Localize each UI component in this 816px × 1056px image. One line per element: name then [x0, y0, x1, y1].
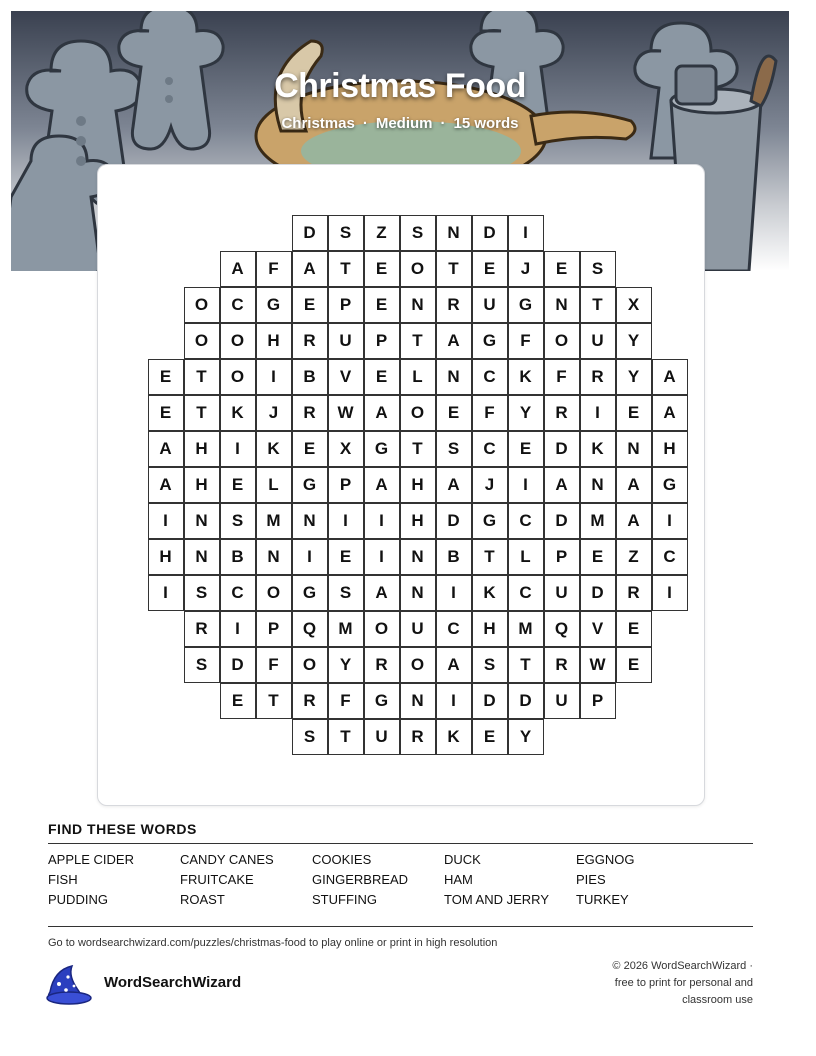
grid-cell: D: [292, 215, 328, 251]
grid-cell: N: [544, 287, 580, 323]
grid-cell: A: [652, 395, 688, 431]
grid-cell: D: [472, 683, 508, 719]
grid-cell: K: [508, 359, 544, 395]
grid-cell: B: [220, 539, 256, 575]
grid-cell: O: [220, 323, 256, 359]
word-list-item: FISH: [48, 872, 78, 887]
word-list-item: FRUITCAKE: [180, 872, 254, 887]
grid-cell: D: [508, 683, 544, 719]
grid-cell: T: [256, 683, 292, 719]
grid-cell: G: [292, 467, 328, 503]
grid-cell: C: [472, 359, 508, 395]
grid-cell: X: [328, 431, 364, 467]
grid-cell: F: [328, 683, 364, 719]
puzzle-title: Christmas Food: [274, 67, 526, 105]
grid-cell: K: [472, 575, 508, 611]
grid-cell: C: [652, 539, 688, 575]
grid-cell: T: [184, 395, 220, 431]
grid-cell: R: [616, 575, 652, 611]
grid-cell: I: [364, 503, 400, 539]
grid-cell: A: [148, 467, 184, 503]
grid-cell: N: [400, 287, 436, 323]
grid-cell: R: [436, 287, 472, 323]
grid-cell: J: [508, 251, 544, 287]
grid-cell: H: [148, 539, 184, 575]
grid-cell: H: [652, 431, 688, 467]
grid-cell: I: [580, 395, 616, 431]
grid-cell: G: [652, 467, 688, 503]
grid-cell: A: [148, 431, 184, 467]
grid-cell: K: [580, 431, 616, 467]
grid-cell: E: [364, 359, 400, 395]
grid-cell: R: [544, 395, 580, 431]
grid-cell: N: [292, 503, 328, 539]
grid-cell: Z: [616, 539, 652, 575]
grid-cell: V: [580, 611, 616, 647]
grid-cell: A: [364, 575, 400, 611]
difficulty-label: Medium: [375, 115, 433, 132]
grid-cell: C: [472, 431, 508, 467]
grid-cell: C: [508, 575, 544, 611]
grid-cell: I: [652, 575, 688, 611]
grid-cell: P: [328, 287, 364, 323]
grid-cell: A: [436, 647, 472, 683]
grid-cell: L: [256, 467, 292, 503]
grid-cell: R: [292, 323, 328, 359]
grid-cell: P: [256, 611, 292, 647]
grid-cell: L: [508, 539, 544, 575]
grid-cell: E: [292, 287, 328, 323]
grid-cell: U: [544, 683, 580, 719]
grid-cell: G: [364, 683, 400, 719]
brand-name: WordSearchWizard: [104, 974, 242, 991]
word-list-item: GINGERBREAD: [312, 872, 409, 887]
grid-cell: U: [580, 323, 616, 359]
grid-cell: Y: [616, 323, 652, 359]
grid-cell: N: [400, 575, 436, 611]
grid-cell: G: [472, 323, 508, 359]
wizard-hat-icon: [44, 962, 94, 1006]
grid-cell: I: [436, 683, 472, 719]
grid-cell: N: [436, 215, 472, 251]
grid-cell: K: [436, 719, 472, 755]
grid-cell: A: [544, 467, 580, 503]
grid-cell: A: [616, 503, 652, 539]
grid-cell: T: [436, 251, 472, 287]
grid-cell: E: [328, 539, 364, 575]
grid-cell: C: [220, 287, 256, 323]
grid-cell: T: [328, 251, 364, 287]
grid-cell: O: [364, 611, 400, 647]
grid-cell: U: [472, 287, 508, 323]
grid-cell: E: [148, 359, 184, 395]
grid-cell: R: [544, 647, 580, 683]
grid-cell: W: [328, 395, 364, 431]
word-list-item: EGGNOG: [576, 852, 635, 867]
grid-cell: E: [364, 287, 400, 323]
grid-cell: A: [364, 467, 400, 503]
grid-cell: I: [256, 359, 292, 395]
grid-cell: T: [400, 431, 436, 467]
copyright-line: © 2026 WordSearchWizard ·: [612, 960, 753, 972]
grid-cell: O: [184, 287, 220, 323]
copyright-text: [583, 958, 753, 1009]
grid-cell: P: [364, 323, 400, 359]
grid-cell: E: [580, 539, 616, 575]
word-list-item: PUDDING: [48, 892, 108, 907]
grid-cell: J: [256, 395, 292, 431]
grid-cell: N: [580, 467, 616, 503]
word-list-item: TOM AND JERRY: [444, 892, 549, 907]
grid-cell: E: [472, 719, 508, 755]
grid-cell: I: [148, 503, 184, 539]
grid-cell: K: [256, 431, 292, 467]
grid-cell: A: [292, 251, 328, 287]
grid-cell: S: [328, 215, 364, 251]
grid-cell: R: [400, 719, 436, 755]
grid-cell: E: [616, 647, 652, 683]
grid-cell: J: [472, 467, 508, 503]
grid-cell: F: [256, 251, 292, 287]
grid-cell: D: [580, 575, 616, 611]
grid-cell: A: [652, 359, 688, 395]
grid-cell: I: [364, 539, 400, 575]
grid-cell: P: [328, 467, 364, 503]
grid-cell: E: [436, 395, 472, 431]
grid-cell: O: [544, 323, 580, 359]
grid-cell: Y: [508, 719, 544, 755]
grid-cell: A: [364, 395, 400, 431]
grid-cell: Y: [328, 647, 364, 683]
grid-cell: V: [328, 359, 364, 395]
grid-cell: E: [508, 431, 544, 467]
grid-cell: H: [184, 467, 220, 503]
grid-cell: A: [436, 467, 472, 503]
word-list-item: TURKEY: [576, 892, 629, 907]
grid-cell: O: [220, 359, 256, 395]
grid-cell: M: [580, 503, 616, 539]
grid-cell: D: [220, 647, 256, 683]
grid-cell: D: [544, 431, 580, 467]
grid-cell: S: [436, 431, 472, 467]
grid-cell: G: [256, 287, 292, 323]
grid-cell: E: [220, 683, 256, 719]
grid-cell: G: [472, 503, 508, 539]
grid-cell: R: [292, 683, 328, 719]
grid-cell: O: [256, 575, 292, 611]
grid-cell: I: [220, 431, 256, 467]
grid-cell: S: [580, 251, 616, 287]
word-list-item: CANDY CANES: [180, 852, 274, 867]
grid-cell: G: [364, 431, 400, 467]
word-list-item: ROAST: [180, 892, 225, 907]
grid-cell: W: [580, 647, 616, 683]
grid-cell: T: [328, 719, 364, 755]
grid-cell: I: [292, 539, 328, 575]
word-list-item: APPLE CIDER: [48, 852, 134, 867]
grid-cell: G: [508, 287, 544, 323]
divider: [48, 843, 753, 844]
grid-cell: A: [616, 467, 652, 503]
grid-cell: C: [436, 611, 472, 647]
grid-cell: S: [472, 647, 508, 683]
grid-cell: E: [616, 611, 652, 647]
grid-cell: S: [184, 575, 220, 611]
word-list-heading: FIND THESE WORDS: [48, 821, 197, 837]
grid-cell: R: [184, 611, 220, 647]
grid-cell: N: [184, 539, 220, 575]
grid-cell: S: [400, 215, 436, 251]
grid-cell: K: [220, 395, 256, 431]
grid-cell: F: [256, 647, 292, 683]
grid-cell: I: [652, 503, 688, 539]
grid-cell: M: [328, 611, 364, 647]
grid-cell: Q: [544, 611, 580, 647]
grid-cell: E: [292, 431, 328, 467]
grid-cell: R: [292, 395, 328, 431]
meta-separator: ·: [440, 115, 446, 132]
category-label: Christmas: [281, 115, 355, 132]
footer-url: Go to wordsearchwizard.com/puzzles/christmas-food to play online or print in high resolution: [48, 937, 498, 949]
word-list-item: DUCK: [444, 852, 481, 867]
grid-cell: A: [436, 323, 472, 359]
grid-cell: N: [400, 683, 436, 719]
word-list-item: HAM: [444, 872, 473, 887]
grid-cell: S: [292, 719, 328, 755]
grid-cell: B: [436, 539, 472, 575]
grid-cell: S: [328, 575, 364, 611]
grid-cell: R: [580, 359, 616, 395]
grid-cell: F: [508, 323, 544, 359]
grid-cell: T: [508, 647, 544, 683]
grid-cell: E: [616, 395, 652, 431]
grid-cell: I: [148, 575, 184, 611]
grid-cell: O: [400, 251, 436, 287]
word-list-item: COOKIES: [312, 852, 372, 867]
grid-cell: F: [472, 395, 508, 431]
grid-cell: O: [184, 323, 220, 359]
grid-cell: T: [184, 359, 220, 395]
grid-cell: Z: [364, 215, 400, 251]
grid-cell: T: [580, 287, 616, 323]
grid-cell: O: [292, 647, 328, 683]
grid-cell: H: [400, 467, 436, 503]
grid-cell: G: [292, 575, 328, 611]
meta-separator: ·: [362, 115, 368, 132]
word-list-item: PIES: [576, 872, 606, 887]
grid-cell: O: [400, 395, 436, 431]
grid-cell: D: [436, 503, 472, 539]
grid-cell: O: [400, 647, 436, 683]
grid-cell: E: [544, 251, 580, 287]
grid-cell: E: [148, 395, 184, 431]
grid-cell: I: [436, 575, 472, 611]
grid-cell: U: [544, 575, 580, 611]
grid-cell: B: [292, 359, 328, 395]
grid-cell: I: [220, 611, 256, 647]
grid-cell: H: [400, 503, 436, 539]
grid-cell: N: [256, 539, 292, 575]
copyright-line: free to print for personal and: [614, 977, 753, 989]
grid-cell: A: [220, 251, 256, 287]
grid-cell: L: [400, 359, 436, 395]
grid-cell: T: [472, 539, 508, 575]
grid-cell: Q: [292, 611, 328, 647]
grid-cell: I: [328, 503, 364, 539]
grid-cell: H: [256, 323, 292, 359]
grid-cell: E: [220, 467, 256, 503]
grid-cell: Y: [508, 395, 544, 431]
grid-cell: U: [400, 611, 436, 647]
grid-cell: Y: [616, 359, 652, 395]
grid-cell: T: [400, 323, 436, 359]
grid-cell: D: [544, 503, 580, 539]
word-list: [48, 852, 753, 908]
grid-cell: N: [616, 431, 652, 467]
word-list-item: STUFFING: [312, 892, 377, 907]
grid-cell: I: [508, 467, 544, 503]
grid-cell: C: [508, 503, 544, 539]
grid-cell: X: [616, 287, 652, 323]
grid-cell: F: [544, 359, 580, 395]
grid-cell: S: [184, 647, 220, 683]
grid-cell: M: [256, 503, 292, 539]
puzzle-meta: [11, 115, 789, 132]
grid-cell: E: [364, 251, 400, 287]
grid-cell: S: [220, 503, 256, 539]
puzzle-card: [97, 164, 705, 806]
grid-cell: H: [472, 611, 508, 647]
copyright-line: classroom use: [682, 994, 753, 1006]
grid-cell: P: [580, 683, 616, 719]
grid-cell: U: [364, 719, 400, 755]
grid-cell: P: [544, 539, 580, 575]
grid-cell: C: [220, 575, 256, 611]
grid-cell: H: [184, 431, 220, 467]
grid-cell: N: [184, 503, 220, 539]
grid-cell: E: [472, 251, 508, 287]
grid-cell: N: [436, 359, 472, 395]
grid-cell: M: [508, 611, 544, 647]
grid-cell: I: [508, 215, 544, 251]
divider: [48, 926, 753, 927]
word-count-label: 15 words: [453, 115, 519, 132]
grid-cell: N: [400, 539, 436, 575]
grid-cell: U: [328, 323, 364, 359]
grid-cell: R: [364, 647, 400, 683]
grid-cell: D: [472, 215, 508, 251]
